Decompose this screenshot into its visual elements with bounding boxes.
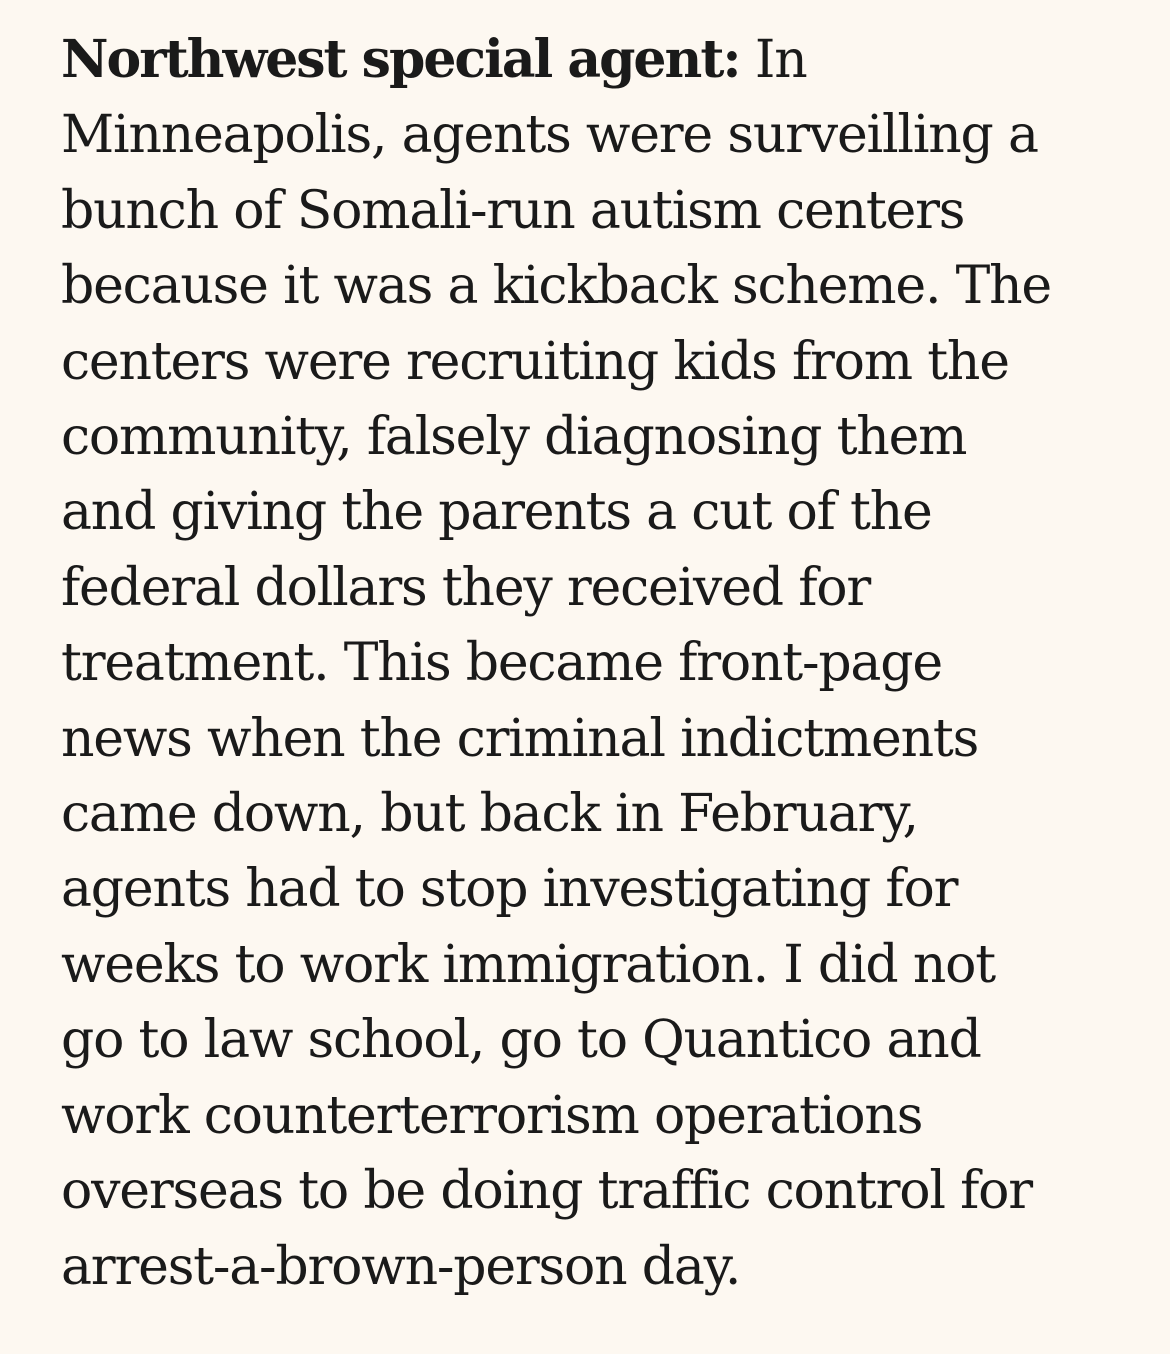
quote-line: arrest-a-brown-person day. (61, 1236, 741, 1297)
quote-line: centers were recruiting kids from the (61, 331, 1009, 392)
quote-line (61, 22, 1121, 98)
quote-line: overseas to be doing traffic control for (61, 1161, 1032, 1222)
quote-line: bunch of Somali-run autism centers (61, 180, 965, 241)
speaker-label: Northwest special agent: (61, 29, 740, 90)
quote-line: Minneapolis, agents were surveilling a (61, 105, 1038, 166)
quote-paragraph (61, 22, 1121, 1305)
quote-line: news when the criminal indictments (61, 708, 979, 769)
quote-line: and giving the parents a cut of the (61, 482, 932, 543)
quote-line: weeks to work immigration. I did not (61, 934, 995, 995)
quote-line: community, falsely diagnosing them (61, 407, 967, 468)
quote-line: because it was a kickback scheme. The (61, 256, 1051, 317)
quote-line: agents had to stop investigating for (61, 859, 958, 920)
quote-line: go to law school, go to Quantico and (61, 1010, 981, 1071)
quote-text: In (739, 30, 807, 90)
quote-line: federal dollars they received for (61, 557, 871, 618)
quote-line: came down, but back in February, (61, 784, 918, 845)
quote-line: treatment. This became front-page (61, 633, 942, 694)
quote-line: work counterterrorism operations (61, 1085, 923, 1146)
